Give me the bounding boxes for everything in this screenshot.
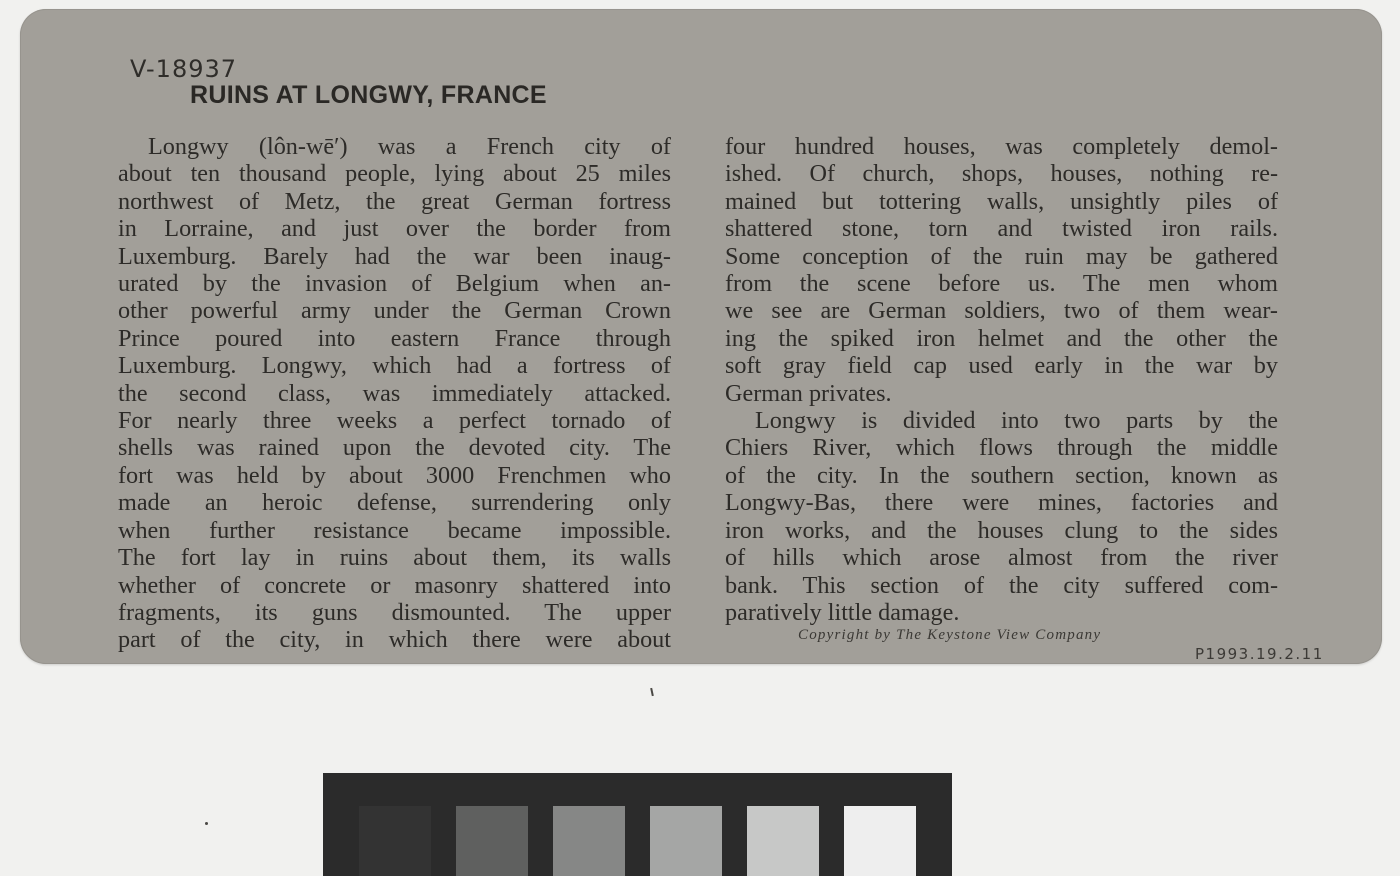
text-line: The fort lay in ruins about them, its walls — [118, 544, 671, 572]
text-line: Longwy-Bas, there were mines, factories and — [725, 489, 1278, 517]
text-line: Some conception of the ruin may be gathered — [725, 242, 1278, 270]
text-line: Luxemburg. Longwy, which had a fortress of — [118, 352, 671, 380]
gray-swatch — [650, 806, 722, 876]
text-line: Longwy (lôn-wē′) was a French city of — [148, 133, 671, 160]
text-line: northwest of Metz, the great German fortress — [118, 187, 671, 215]
gray-swatch — [844, 806, 916, 876]
text-line: urated by the invasion of Belgium when an- — [118, 270, 671, 298]
text-line: other powerful army under the German Crown — [118, 297, 671, 325]
text-line: four hundred houses, was completely demol- — [725, 133, 1278, 160]
gray-swatch — [456, 806, 528, 876]
text-line: mained but tottering walls, unsightly piles of — [725, 187, 1278, 215]
text-line: of hills which arose almost from the river — [725, 544, 1278, 572]
text-line: iron works, and the houses clung to the sides — [725, 516, 1278, 544]
color-calibration-target — [323, 773, 952, 876]
catalog-number: V-18937 — [130, 55, 238, 83]
text-line: we see are German soldiers, two of them wear- — [725, 297, 1278, 325]
stereocard-back — [20, 9, 1382, 664]
text-line: Luxemburg. Barely had the war been inaug- — [118, 242, 671, 270]
copyright-line: Copyright by The Keystone View Company — [798, 627, 1102, 643]
dust-mark — [205, 822, 208, 825]
text-line: ished. Of church, shops, houses, nothing re- — [725, 160, 1278, 188]
text-column-right — [725, 133, 1278, 626]
accession-number: P1993.19.2.11 — [1195, 645, 1324, 663]
text-line: fragments, its guns dismounted. The upper — [118, 598, 671, 626]
text-column-left — [118, 133, 671, 654]
text-line: For nearly three weeks a perfect tornado of — [118, 407, 671, 435]
text-line: fort was held by about 3000 Frenchmen who — [118, 461, 671, 489]
text-line: Longwy is divided into two parts by the — [755, 407, 1278, 435]
text-line: Chiers River, which flows through the middle — [725, 434, 1278, 462]
text-line: soft gray field cap used early in the war by — [725, 352, 1278, 380]
text-line: bank. This section of the city suffered com- — [725, 571, 1278, 599]
text-line: about ten thousand people, lying about 25 miles — [118, 160, 671, 188]
gray-swatch — [747, 806, 819, 876]
text-line: Prince poured into eastern France through — [118, 324, 671, 352]
text-line: made an heroic defense, surrendering only — [118, 489, 671, 517]
text-line: part of the city, in which there were about — [118, 626, 671, 654]
dust-mark — [650, 688, 654, 696]
text-line: ing the spiked iron helmet and the other the — [725, 324, 1278, 352]
card-title: RUINS AT LONGWY, FRANCE — [190, 81, 547, 109]
text-line: the second class, was immediately attacked. — [118, 379, 671, 407]
text-line: shattered stone, torn and twisted iron rails. — [725, 215, 1278, 243]
text-line: when further resistance became impossible. — [118, 516, 671, 544]
text-line: paratively little damage. — [725, 598, 960, 626]
text-line: shells was rained upon the devoted city. The — [118, 434, 671, 462]
text-line: German privates. — [725, 379, 892, 407]
text-line: in Lorraine, and just over the border from — [118, 215, 671, 243]
gray-swatch — [553, 806, 625, 876]
text-line: whether of concrete or masonry shattered into — [118, 571, 671, 599]
text-line: of the city. In the southern section, known as — [725, 461, 1278, 489]
gray-swatch — [359, 806, 431, 876]
text-line: from the scene before us. The men whom — [725, 270, 1278, 298]
